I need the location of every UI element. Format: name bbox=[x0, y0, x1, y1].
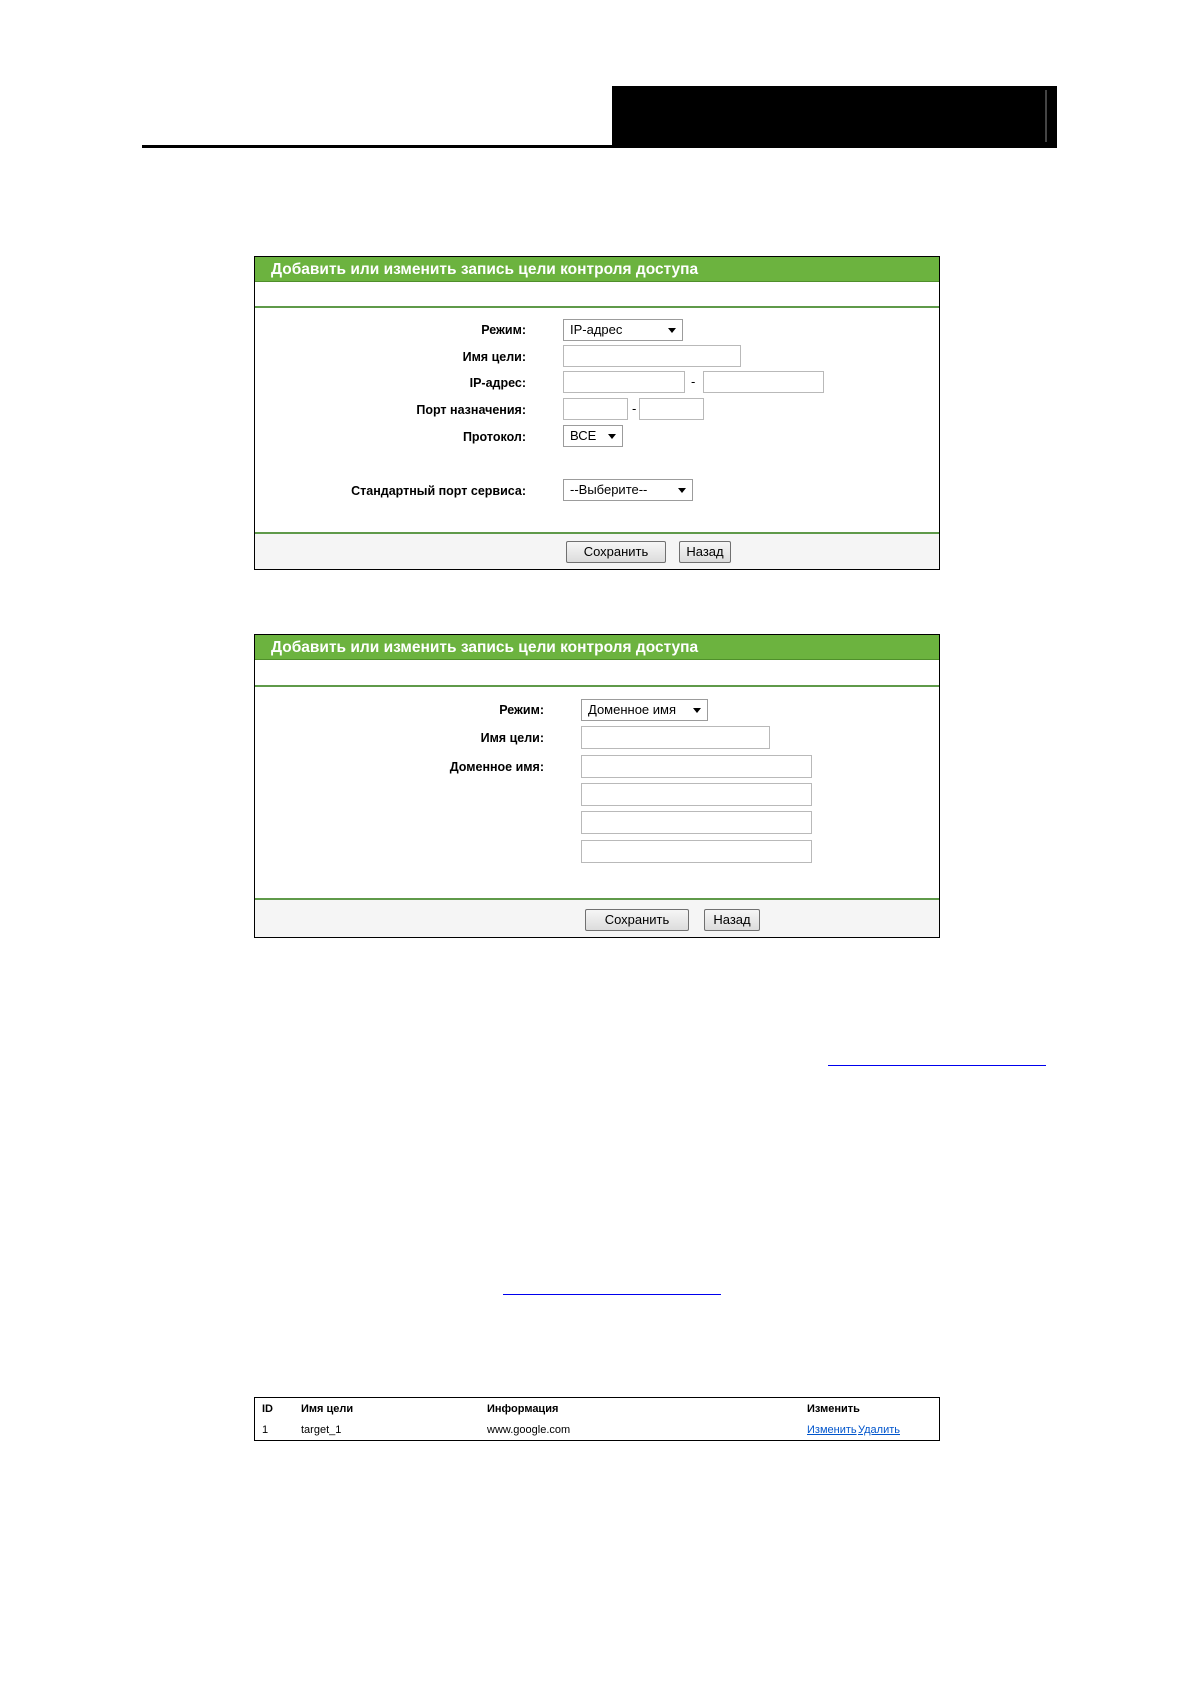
service-port-label: Стандартный порт сервиса: bbox=[351, 484, 526, 498]
port-range-dash: - bbox=[632, 401, 637, 416]
panel-title: Добавить или изменить запись цели контроля доступа bbox=[255, 635, 939, 660]
save-button[interactable]: Сохранить bbox=[566, 541, 666, 563]
mode-select-value: Доменное имя bbox=[588, 702, 677, 717]
target-name-input[interactable] bbox=[581, 726, 770, 749]
port-start-input[interactable] bbox=[563, 398, 628, 420]
panel-body bbox=[255, 308, 939, 534]
hyperlink-underline[interactable] bbox=[828, 1065, 1046, 1066]
page-header-rule bbox=[142, 145, 1057, 148]
header-divider bbox=[1045, 90, 1047, 142]
domain-target-form-panel bbox=[254, 634, 940, 938]
ip-end-input[interactable] bbox=[703, 371, 824, 393]
ip-range-dash: - bbox=[691, 374, 696, 389]
column-header-info: Информация bbox=[487, 1403, 559, 1415]
service-port-select-value: --Выберите-- bbox=[570, 482, 648, 497]
domain-name-input-4[interactable] bbox=[581, 840, 812, 863]
mode-select-value: IP-адрес bbox=[570, 322, 623, 337]
panel-body bbox=[255, 687, 939, 900]
back-button[interactable]: Назад bbox=[679, 541, 731, 563]
destination-port-label: Порт назначения: bbox=[416, 403, 526, 417]
domain-name-input-3[interactable] bbox=[581, 811, 812, 834]
domain-name-label: Доменное имя: bbox=[449, 760, 544, 774]
delete-link[interactable]: Удалить bbox=[858, 1424, 900, 1436]
chevron-down-icon bbox=[693, 708, 701, 713]
page-header-block bbox=[612, 86, 1057, 148]
chevron-down-icon bbox=[668, 328, 676, 333]
row-info: www.google.com bbox=[487, 1424, 571, 1436]
mode-select[interactable] bbox=[581, 699, 708, 721]
protocol-select[interactable] bbox=[563, 425, 623, 447]
chevron-down-icon bbox=[678, 488, 686, 493]
panel-spacer bbox=[255, 660, 939, 687]
target-name-label: Имя цели: bbox=[480, 731, 544, 745]
chevron-down-icon bbox=[608, 434, 616, 439]
mode-select[interactable] bbox=[563, 319, 683, 341]
mode-label: Режим: bbox=[499, 703, 544, 717]
hyperlink-underline[interactable] bbox=[503, 1294, 721, 1295]
edit-link[interactable]: Изменить bbox=[807, 1424, 857, 1436]
panel-footer bbox=[255, 900, 939, 937]
ip-address-label: IP-адрес: bbox=[469, 376, 526, 390]
protocol-label: Протокол: bbox=[462, 430, 526, 444]
column-header-target-name: Имя цели bbox=[301, 1403, 354, 1415]
protocol-select-value: ВСЕ bbox=[570, 428, 597, 443]
ip-target-form-panel bbox=[254, 256, 940, 570]
column-header-edit: Изменить bbox=[807, 1403, 860, 1415]
target-name-label: Имя цели: bbox=[462, 350, 526, 364]
back-button[interactable]: Назад bbox=[704, 909, 760, 931]
port-end-input[interactable] bbox=[639, 398, 704, 420]
domain-name-input-2[interactable] bbox=[581, 783, 812, 806]
service-port-select[interactable] bbox=[563, 479, 693, 501]
panel-title: Добавить или изменить запись цели контроля доступа bbox=[255, 257, 939, 282]
panel-spacer bbox=[255, 282, 939, 308]
row-id: 1 bbox=[262, 1424, 269, 1436]
save-button[interactable]: Сохранить bbox=[585, 909, 689, 931]
mode-label: Режим: bbox=[481, 323, 526, 337]
ip-start-input[interactable] bbox=[563, 371, 685, 393]
column-header-id: ID bbox=[262, 1403, 273, 1415]
panel-footer bbox=[255, 534, 939, 569]
row-target-name: target_1 bbox=[301, 1424, 342, 1436]
domain-name-input-1[interactable] bbox=[581, 755, 812, 778]
target-name-input[interactable] bbox=[563, 345, 741, 367]
access-target-table bbox=[254, 1397, 940, 1441]
